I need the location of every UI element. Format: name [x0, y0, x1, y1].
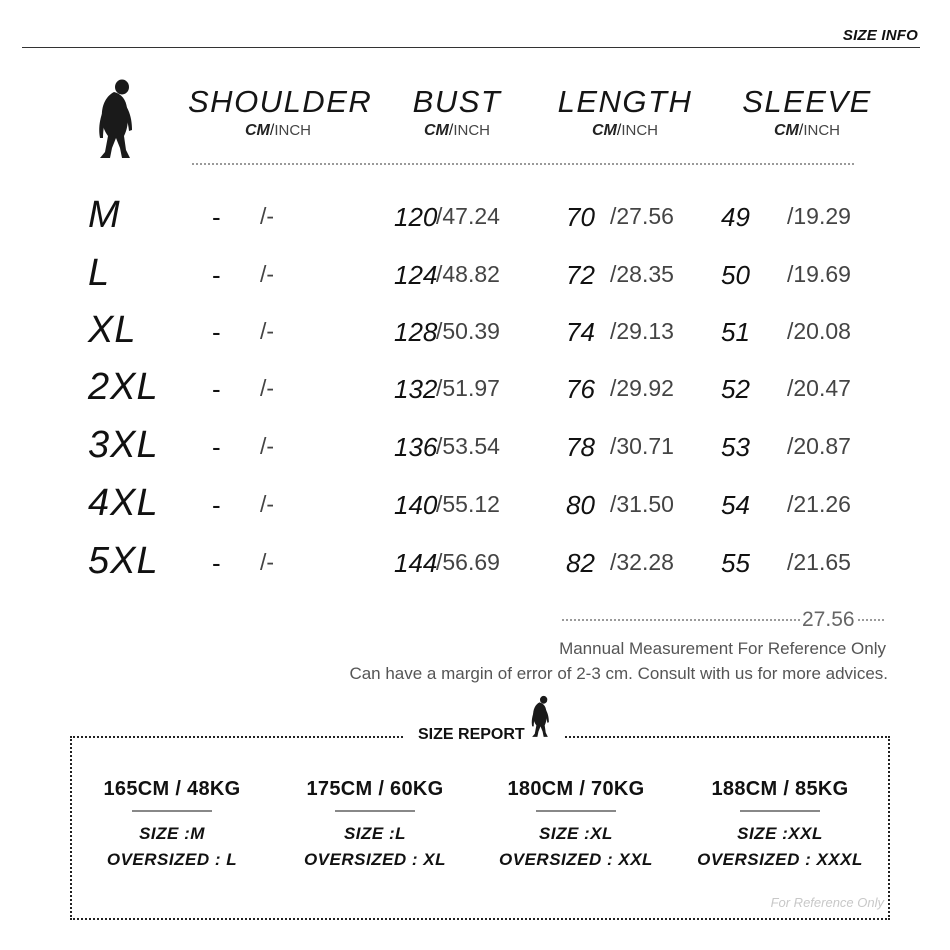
header-divider [22, 47, 920, 48]
size-label: 2XL [88, 366, 159, 408]
sleeve-inch: /21.26 [787, 491, 851, 517]
column-title: BUST [412, 84, 502, 119]
sleeve-cm: 51 [721, 317, 750, 347]
column-unit: CM/INCH [773, 122, 840, 139]
shoulder-cm: - [212, 374, 221, 404]
length-inch: /27.56 [610, 203, 674, 229]
sleeve-inch: /20.87 [787, 433, 851, 459]
entry-divider [740, 810, 820, 812]
length-cm: 80 [566, 490, 595, 520]
recommended-size: SIZE :L [343, 823, 407, 843]
sleeve-inch: /21.65 [787, 549, 851, 575]
sleeve-inch: /20.47 [787, 375, 851, 401]
shoulder-cm: - [212, 317, 221, 347]
bust-cm: 136 [394, 432, 438, 462]
sleeve-cm: 53 [721, 432, 750, 462]
length-cm: 74 [566, 317, 595, 347]
shoulder-inch: /- [260, 491, 275, 517]
oversized-size: OVERSIZED : XXL [499, 849, 653, 869]
walking-ape-figure-icon [528, 694, 552, 740]
bust-inch: /53.54 [436, 433, 500, 459]
shoulder-inch: /- [260, 203, 275, 229]
entry-divider [335, 810, 415, 812]
column-header-length [555, 84, 695, 140]
column-header-sleeve [727, 84, 887, 140]
shoulder-cm: - [212, 432, 221, 462]
column-title: LENGTH [557, 84, 693, 119]
column-unit: CM/INCH [244, 122, 311, 139]
bust-inch: /55.12 [436, 491, 500, 517]
sleeve-inch: /20.08 [787, 318, 851, 344]
shoulder-inch: /- [260, 318, 275, 344]
length-cm: 70 [566, 202, 595, 232]
shoulder-cm: - [212, 548, 221, 578]
bust-cm: 144 [394, 548, 438, 578]
shoulder-inch: /- [260, 261, 275, 287]
sleeve-inch: /19.29 [787, 203, 851, 229]
column-title: SLEEVE [742, 84, 872, 119]
shoulder-inch: /- [260, 433, 275, 459]
bust-cm: 120 [394, 202, 438, 232]
height-weight: 188CM / 85KG [711, 778, 849, 800]
example-measurement: 27.56 [802, 608, 855, 631]
size-info-title: SIZE INFO [842, 27, 918, 44]
sleeve-cm: 54 [721, 490, 750, 520]
column-header-bust [395, 84, 519, 140]
bust-inch: /50.39 [436, 318, 500, 344]
error-margin-note: Can have a margin of error of 2-3 cm. Consult with us for more advices. [349, 664, 888, 683]
bust-cm: 140 [394, 490, 438, 520]
bust-inch: /56.69 [436, 549, 500, 575]
sleeve-cm: 49 [721, 202, 750, 232]
bust-inch: /51.97 [436, 375, 500, 401]
length-inch: /29.13 [610, 318, 674, 344]
column-title: SHOULDER [188, 84, 373, 119]
reference-note: Mannual Measurement For Reference Only [559, 639, 886, 658]
size-report-title: SIZE REPORT [415, 726, 528, 744]
size-label: 5XL [88, 540, 159, 582]
length-inch: /28.35 [610, 261, 674, 287]
length-cm: 82 [566, 548, 595, 578]
length-inch: /32.28 [610, 549, 674, 575]
column-unit: CM/INCH [423, 122, 490, 139]
size-report-entry [275, 778, 475, 870]
length-inch: /31.50 [610, 491, 674, 517]
bust-cm: 124 [394, 260, 438, 290]
shoulder-cm: - [212, 202, 221, 232]
length-cm: 76 [566, 374, 595, 404]
entry-divider [536, 810, 616, 812]
size-label: 4XL [88, 482, 159, 524]
sleeve-cm: 55 [721, 548, 750, 578]
column-unit: CM/INCH [591, 122, 658, 139]
sleeve-cm: 52 [721, 374, 750, 404]
size-label: 3XL [88, 424, 159, 466]
length-inch: /29.92 [610, 375, 674, 401]
shoulder-cm: - [212, 260, 221, 290]
shoulder-inch: /- [260, 375, 275, 401]
size-label: M [88, 194, 121, 236]
sleeve-cm: 50 [721, 260, 750, 290]
length-inch: /30.71 [610, 433, 674, 459]
height-weight: 175CM / 60KG [306, 778, 444, 800]
recommended-size: SIZE :M [139, 823, 205, 843]
oversized-size: OVERSIZED : L [106, 849, 238, 869]
column-header-shoulder [188, 84, 373, 140]
recommended-size: SIZE :XL [539, 823, 613, 843]
oversized-size: OVERSIZED : XL [303, 849, 447, 869]
size-label: XL [88, 309, 137, 351]
entry-divider [132, 810, 212, 812]
height-weight: 165CM / 48KG [103, 778, 241, 800]
recommended-size: SIZE :XXL [737, 823, 823, 843]
size-report-entry [680, 778, 880, 870]
size-report-entry [476, 778, 676, 870]
bust-inch: /47.24 [436, 203, 500, 229]
size-report-entry [72, 778, 272, 870]
shoulder-inch: /- [260, 549, 275, 575]
size-label: L [88, 252, 111, 294]
header-dotted-divider [192, 163, 854, 165]
bust-inch: /48.82 [436, 261, 500, 287]
reference-only-watermark: For Reference Only [770, 895, 884, 910]
length-cm: 72 [566, 260, 595, 290]
height-weight: 180CM / 70KG [507, 778, 645, 800]
oversized-size: OVERSIZED : XXXL [697, 849, 863, 869]
shoulder-cm: - [212, 490, 221, 520]
walking-ape-figure-icon [92, 78, 138, 162]
bust-cm: 128 [394, 317, 438, 347]
bust-cm: 132 [394, 374, 438, 404]
length-cm: 78 [566, 432, 595, 462]
sleeve-inch: /19.69 [787, 261, 851, 287]
